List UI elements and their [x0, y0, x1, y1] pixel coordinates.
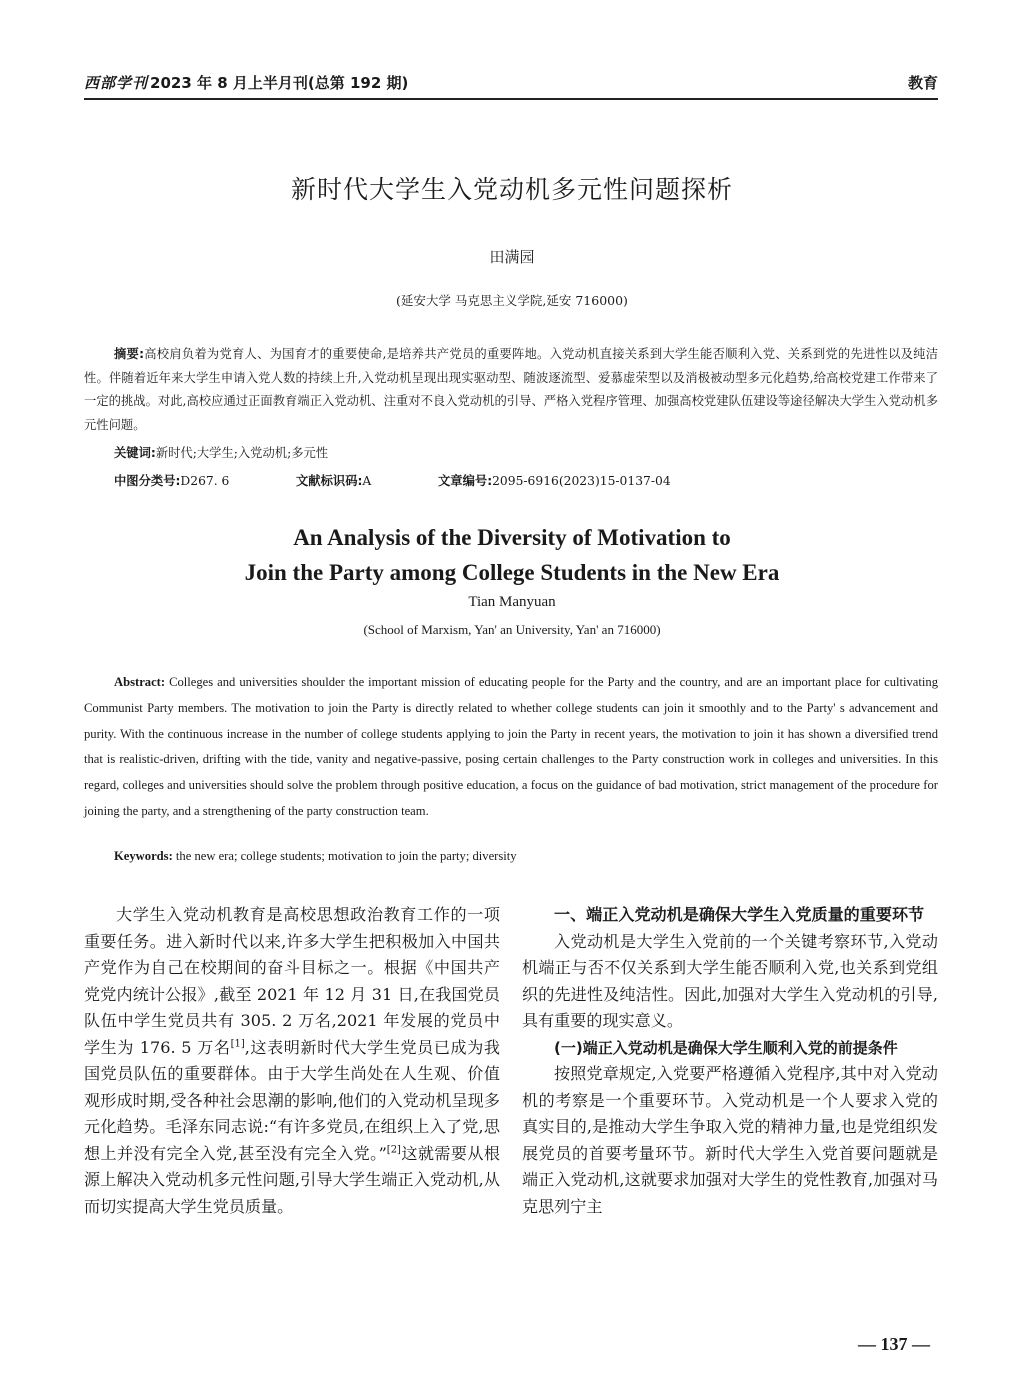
body-paragraph: 入党动机是大学生入党前的一个关键考察环节,入党动机端正与否不仅关系到大学生能否顺利入党,也关系到党组织的先进性及纯洁性。因此,加强对大学生入党动机的引导,具有重要的现实意义。 [522, 931, 938, 1030]
abstract-label-cn: 摘要: [114, 347, 144, 361]
clc-label: 中图分类号: [114, 474, 181, 488]
chinese-affiliation: (延安大学 马克思主义学院,延安 716000) [396, 293, 628, 308]
citation-ref-1[interactable]: [1] [230, 1038, 245, 1050]
chinese-keywords [114, 443, 328, 461]
keywords-label-en: Keywords: [114, 849, 173, 863]
english-title-line-1: An Analysis of the Diversity of Motivation to [293, 525, 731, 550]
english-affiliation: (School of Marxism, Yan' an University, Yan' an 716000) [363, 622, 661, 637]
paragraph-text: 大学生入党动机教育是高校思想政治教育工作的一项重要任务。进入新时代以来,许多大学生把积极加入中国共产党作为自己在校期间的奋斗目标之一。根据《中国共产党党内统计公报》,截至 2021 年 12 月 31 日,在我国党员队伍中学生党员共有 305. 2 万名,2021 年发展的党员中学生为 176. 5 万名 [84, 905, 500, 1057]
body-column-right [522, 902, 938, 1220]
doc-code-label: 文献标识码: [296, 474, 363, 488]
chinese-author: 田满园 [489, 248, 535, 266]
page-number: — 137 — [858, 1334, 930, 1354]
abstract-text-en: Colleges and universities shoulder the important mission of educating people for the Party and the country, and are an important place for cultivating Communist Party members. The motivation to join the Party is directly related to whether college students can join it smoothly and to the Party' s advancement and purity. With the continuous increase in the number of college students applying to join the Party in recent years, the motivation to join it has shown a diversified trend that is realistic-driven, drifting with the tide, vanity and negative-passive, posing certain challenges to the Party construction work in colleges and universities. In this regard, colleges and universities should solve the problem through positive education, a focus on the guidance of bad motivation, strict management of the procedure for joining the party, and a strengthening of the party construction team. [84, 675, 938, 818]
english-title [0, 520, 1024, 590]
document-code [296, 471, 438, 489]
header-issue-info [84, 72, 408, 93]
paragraph-text: ,这表明新时代大学生党员已成为我国党员队伍的重要群体。由于大学生尚处在人生观、价值观形成时期,受各种社会思潮的影响,他们的入党动机呈现多元化趋势。毛泽东同志说:“有许多党员,在组织上入了党,思想上并没有完全入党,甚至没有完全入党。” [84, 1037, 500, 1163]
section-label: 教育 [907, 74, 938, 92]
chinese-title: 新时代大学生入党动机多元性问题探析 [290, 175, 733, 204]
english-author: Tian Manyuan [468, 594, 556, 610]
clc-value: D267. 6 [180, 474, 230, 488]
issue-label: 2023 年 8 月上半月刊(总第 192 期) [150, 74, 409, 92]
running-header [84, 72, 938, 98]
english-abstract [84, 670, 938, 825]
chinese-abstract [84, 343, 938, 437]
keywords-label-cn: 关键词: [114, 446, 156, 460]
paragraph-text: 这就需要从根源上解决入党动机多元性问题,引导大学生端正入党动机,从而切实提高大学生党员质量。 [84, 1143, 500, 1216]
body-column-left [84, 902, 500, 1220]
journal-name: 西部学刊 [84, 74, 149, 92]
clc-number [114, 471, 296, 489]
article-number-label: 文章编号: [438, 474, 493, 488]
doc-code-value: A [362, 474, 372, 488]
section-heading-1: 一、端正入党动机是确保大学生入党质量的重要环节 [554, 905, 925, 924]
article-number [438, 471, 671, 489]
english-keywords [114, 849, 517, 864]
citation-ref-2[interactable]: [2] [386, 1144, 401, 1156]
header-divider [84, 98, 938, 100]
classification-line [114, 471, 671, 489]
keywords-text-cn: 新时代;大学生;入党动机;多元性 [155, 446, 329, 460]
keywords-text-en: the new era; college students; motivation to join the party; diversity [175, 849, 517, 863]
body-paragraph: 按照党章规定,入党要严格遵循入党程序,其中对入党动机的考察是一个重要环节。入党动机是一个人要求入党的真实目的,是推动大学生争取入党的精神力量,也是党组织发展党员的首要考量环节。新时代大学生入党首要问题就是端正入党动机,这就要求加强对大学生的党性教育,加强对马克思列宁主 [522, 1064, 938, 1216]
article-number-value: 2095-6916(2023)15-0137-04 [492, 474, 671, 488]
abstract-text-cn: 高校肩负着为党育人、为国育才的重要使命,是培养共产党员的重要阵地。入党动机直接关系到大学生能否顺利入党、关系到党的先进性以及纯洁性。伴随着近年来大学生申请入党人数的持续上升,入党动机呈现出现实驱动型、随波逐流型、爱慕虚荣型以及消极被动型多元化趋势,给高校党建工作带来了一定的挑战。对此,高校应通过正面教育端正入党动机、注重对不良入党动机的引导、严格入党程序管理、加强高校党建队伍建设等途径解决大学生入党动机多元性问题。 [84, 347, 938, 432]
body-paragraph [84, 902, 500, 1220]
abstract-label-en: Abstract: [114, 675, 166, 689]
english-title-line-2: Join the Party among College Students in the New Era [244, 560, 780, 585]
subsection-heading-1: (一)端正入党动机是确保大学生顺利入党的前提条件 [554, 1038, 898, 1057]
